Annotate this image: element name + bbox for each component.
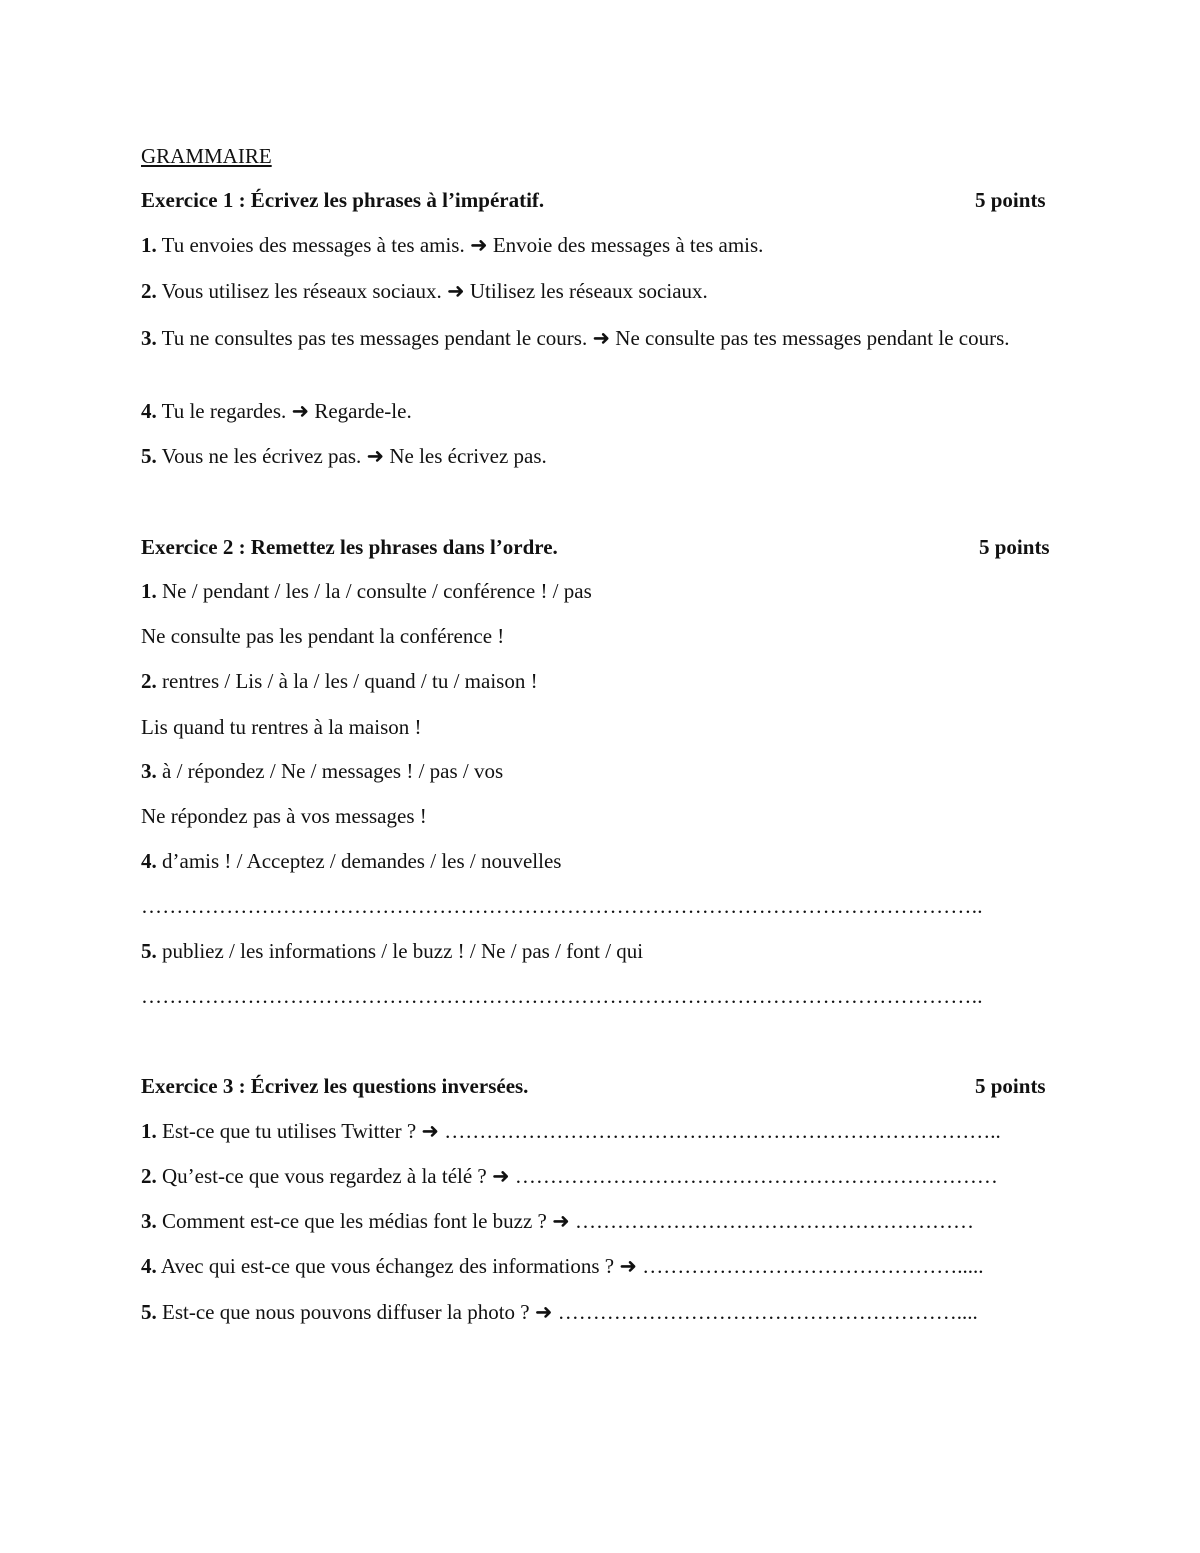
item-text: Comment est-ce que les médias font le buzz ? ➜ ………………………………………………… xyxy=(156,1209,974,1233)
exercise-3-item-2 xyxy=(141,1163,998,1189)
exercise-1-item-4 xyxy=(141,398,412,424)
item-number: 3. xyxy=(141,326,157,350)
item-text: Qu’est-ce que vous regardez à la télé ? ➜ …………………………………………………………… xyxy=(156,1164,998,1188)
item-number: 4. xyxy=(141,1254,157,1278)
item-text: Vous ne les écrivez pas. ➜ Ne les écrivez pas. xyxy=(156,444,547,468)
exercise-1-item-5 xyxy=(141,443,547,469)
item-number: 2. xyxy=(141,1164,157,1188)
exercise-1-item-2 xyxy=(141,278,708,304)
item-text: à / répondez / Ne / messages ! / pas / vos xyxy=(156,759,504,783)
page-title: GRAMMAIRE xyxy=(141,144,272,168)
item-number: 3. xyxy=(141,1209,157,1233)
exercise-2-answer-line-5: ……………………………………………………………………………………………………….. xyxy=(141,984,983,1008)
exercise-1-points: 5 points xyxy=(975,188,1046,212)
exercise-3-item-1 xyxy=(141,1118,1001,1144)
exercise-3-heading: Exercice 3 : Écrivez les questions inversées. xyxy=(141,1074,529,1098)
item-number: 1. xyxy=(141,1119,157,1143)
item-text: publiez / les informations / le buzz ! / Ne / pas / font / qui xyxy=(156,939,644,963)
exercise-3-item-3 xyxy=(141,1208,974,1234)
exercise-2-points: 5 points xyxy=(979,535,1050,559)
exercise-2-item-4 xyxy=(141,848,561,874)
item-number: 2. xyxy=(141,279,157,303)
item-text: rentres / Lis / à la / les / quand / tu / maison ! xyxy=(156,669,538,693)
item-text: Ne / pendant / les / la / consulte / conférence ! / pas xyxy=(156,579,592,603)
exercise-2-answer-2: Lis quand tu rentres à la maison ! xyxy=(141,715,422,739)
exercise-2-item-2 xyxy=(141,668,538,694)
exercise-2-answer-1: Ne consulte pas les pendant la conférence ! xyxy=(141,624,505,648)
exercise-1-item-3 xyxy=(141,323,1061,354)
exercise-3-item-5 xyxy=(141,1299,978,1325)
exercise-3-points: 5 points xyxy=(975,1074,1046,1098)
exercise-2-answer-3: Ne répondez pas à vos messages ! xyxy=(141,804,427,828)
item-number: 5. xyxy=(141,444,157,468)
exercise-2-item-5 xyxy=(141,938,643,964)
item-number: 5. xyxy=(141,1300,157,1324)
exercise-2-item-1 xyxy=(141,578,592,604)
item-number: 1. xyxy=(141,579,157,603)
exercise-1-item-1 xyxy=(141,232,763,258)
exercise-3-item-4 xyxy=(141,1253,983,1279)
exercise-2-answer-line-4: ……………………………………………………………………………………………………….. xyxy=(141,894,983,918)
item-text: Tu ne consultes pas tes messages pendant le cours. ➜ Ne consulte pas tes messages pendant le cours. xyxy=(156,326,1010,350)
exercise-1-heading: Exercice 1 : Écrivez les phrases à l’impératif. xyxy=(141,188,545,212)
item-number: 4. xyxy=(141,399,157,423)
item-number: 3. xyxy=(141,759,157,783)
item-number: 4. xyxy=(141,849,157,873)
exercise-2-item-3 xyxy=(141,758,503,784)
exercise-2-heading: Exercice 2 : Remettez les phrases dans l’ordre. xyxy=(141,535,558,559)
item-text: Tu envoies des messages à tes amis. ➜ Envoie des messages à tes amis. xyxy=(156,233,764,257)
item-text: Avec qui est-ce que vous échangez des informations ? ➜ ………………………………………..... xyxy=(156,1254,984,1278)
item-text: d’amis ! / Acceptez / demandes / les / nouvelles xyxy=(156,849,562,873)
item-text: Tu le regardes. ➜ Regarde-le. xyxy=(156,399,412,423)
item-text: Est-ce que tu utilises Twitter ? ➜ …………………………………………………………………….. xyxy=(156,1119,1001,1143)
item-text: Vous utilisez les réseaux sociaux. ➜ Utilisez les réseaux sociaux. xyxy=(156,279,708,303)
item-number: 1. xyxy=(141,233,157,257)
item-number: 5. xyxy=(141,939,157,963)
item-number: 2. xyxy=(141,669,157,693)
item-text: Est-ce que nous pouvons diffuser la photo ? ➜ ………………………………………………….... xyxy=(156,1300,978,1324)
